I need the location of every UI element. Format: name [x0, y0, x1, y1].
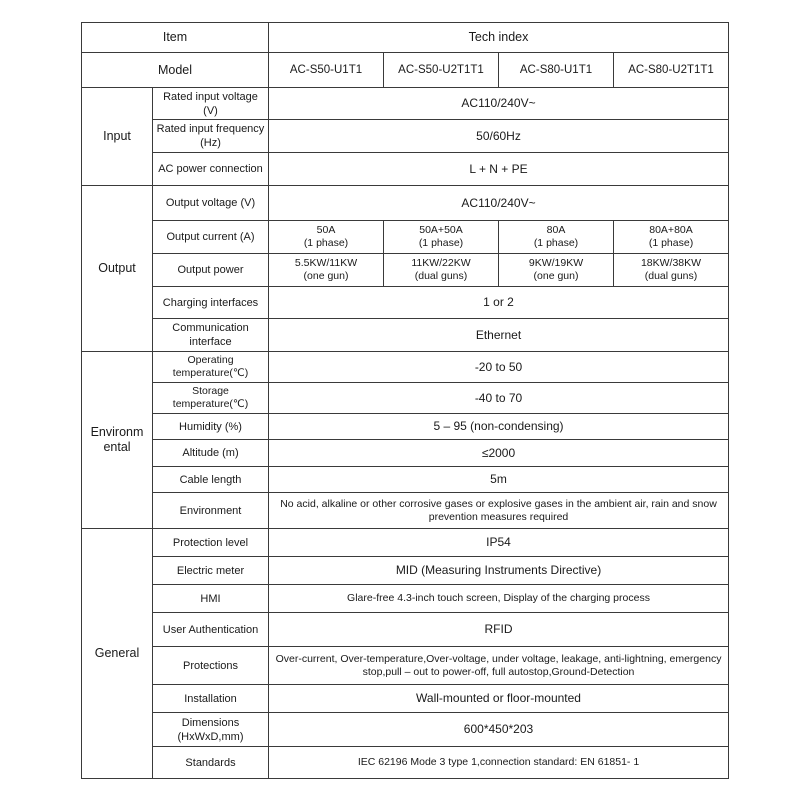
row-label: HMI: [153, 585, 269, 613]
power-note: (one gun): [533, 270, 579, 282]
group-label-line: ental: [103, 440, 131, 454]
row-label: Cable length: [153, 467, 269, 493]
power-note: (dual guns): [414, 270, 468, 282]
power-cell: [499, 254, 614, 287]
row-value: 5 – 95 (non-condensing): [269, 414, 729, 440]
current-value: 50A: [316, 224, 336, 236]
row-value: AC110/240V~: [269, 186, 729, 221]
current-value: 80A: [546, 224, 566, 236]
power-note: (dual guns): [644, 270, 698, 282]
row-value: Over-current, Over-temperature,Over-voltage, under voltage, leakage, anti-lightning, emergency stop,pull – out to power-off, full autostop,Ground-Detection: [269, 647, 729, 685]
table-row: [82, 287, 729, 319]
table-row: [82, 529, 729, 557]
table-row: [82, 383, 729, 414]
table-row: [82, 713, 729, 747]
group-general: General: [82, 529, 153, 779]
row-label: Communication interface: [153, 319, 269, 352]
table-row: [82, 557, 729, 585]
table-row: [82, 440, 729, 467]
table-row: [82, 186, 729, 221]
power-value: 5.5KW/11KW: [294, 257, 358, 269]
row-label: Electric meter: [153, 557, 269, 585]
row-value: Ethernet: [269, 319, 729, 352]
power-value: 9KW/19KW: [528, 257, 584, 269]
table-row: [82, 493, 729, 529]
group-environmental: [82, 352, 153, 529]
table-row: [82, 467, 729, 493]
row-value: MID (Measuring Instruments Directive): [269, 557, 729, 585]
row-value: ≤2000: [269, 440, 729, 467]
table-row: [82, 647, 729, 685]
table-row: [82, 352, 729, 383]
row-value: Glare-free 4.3-inch touch screen, Display of the charging process: [269, 585, 729, 613]
row-value: RFID: [269, 613, 729, 647]
row-label: Humidity (%): [153, 414, 269, 440]
current-cell: [499, 221, 614, 254]
row-label: Storage temperature(℃): [153, 383, 269, 414]
row-value: IEC 62196 Mode 3 type 1,connection standard: EN 61851- 1: [269, 747, 729, 779]
table-row: [82, 120, 729, 153]
row-label: Output current (A): [153, 221, 269, 254]
row-label: Output power: [153, 254, 269, 287]
current-value: 80A+80A: [649, 224, 693, 236]
row-value: 1 or 2: [269, 287, 729, 319]
power-cell: [614, 254, 729, 287]
power-cell: [269, 254, 384, 287]
model-name: AC-S80-U1T1: [499, 53, 614, 88]
row-value: -20 to 50: [269, 352, 729, 383]
row-label: Output voltage (V): [153, 186, 269, 221]
row-label: Altitude (m): [153, 440, 269, 467]
row-label: Dimensions (HxWxD,mm): [153, 713, 269, 747]
row-label: Charging interfaces: [153, 287, 269, 319]
row-label: Installation: [153, 685, 269, 713]
current-cell: [614, 221, 729, 254]
row-value: -40 to 70: [269, 383, 729, 414]
row-label: Environment: [153, 493, 269, 529]
current-phase: (1 phase): [648, 237, 694, 249]
current-cell: [269, 221, 384, 254]
table-row: [82, 221, 729, 254]
table-row: [82, 88, 729, 120]
table-row: [82, 254, 729, 287]
row-value: 600*450*203: [269, 713, 729, 747]
row-value: No acid, alkaline or other corrosive gases or explosive gases in the ambient air, rain and snow prevention measures required: [269, 493, 729, 529]
table-row: [82, 319, 729, 352]
table-row: [82, 747, 729, 779]
model-name: AC-S50-U2T1T1: [384, 53, 499, 88]
header-item: Item: [82, 23, 269, 53]
current-phase: (1 phase): [418, 237, 464, 249]
row-value: IP54: [269, 529, 729, 557]
row-label: AC power connection: [153, 153, 269, 186]
model-name: AC-S50-U1T1: [269, 53, 384, 88]
group-input: Input: [82, 88, 153, 186]
current-value: 50A+50A: [419, 224, 463, 236]
model-label: Model: [82, 53, 269, 88]
group-output: Output: [82, 186, 153, 352]
power-cell: [384, 254, 499, 287]
spec-table: [81, 22, 729, 779]
row-value: L + N + PE: [269, 153, 729, 186]
row-value: Wall-mounted or floor-mounted: [269, 685, 729, 713]
power-value: 18KW/38KW: [640, 257, 702, 269]
power-value: 11KW/22KW: [411, 257, 471, 269]
group-label-line: Environm: [90, 425, 144, 439]
current-cell: [384, 221, 499, 254]
row-label: Operating temperature(℃): [153, 352, 269, 383]
row-label: Rated input voltage (V): [153, 88, 269, 120]
row-label: Standards: [153, 747, 269, 779]
row-label: Rated input frequency (Hz): [153, 120, 269, 153]
row-label: Protections: [153, 647, 269, 685]
row-value: 50/60Hz: [269, 120, 729, 153]
row-label: Protection level: [153, 529, 269, 557]
table-row: [82, 153, 729, 186]
model-row: [82, 53, 729, 88]
current-phase: (1 phase): [303, 237, 349, 249]
current-phase: (1 phase): [533, 237, 579, 249]
power-note: (one gun): [303, 270, 349, 282]
row-label: User Authentication: [153, 613, 269, 647]
header-tech-index: Tech index: [269, 23, 729, 53]
table-row: [82, 414, 729, 440]
table-row: [82, 613, 729, 647]
table-row: [82, 685, 729, 713]
table-row: [82, 585, 729, 613]
header-row: [82, 23, 729, 53]
row-value: 5m: [269, 467, 729, 493]
row-value: AC110/240V~: [269, 88, 729, 120]
model-name: AC-S80-U2T1T1: [614, 53, 729, 88]
